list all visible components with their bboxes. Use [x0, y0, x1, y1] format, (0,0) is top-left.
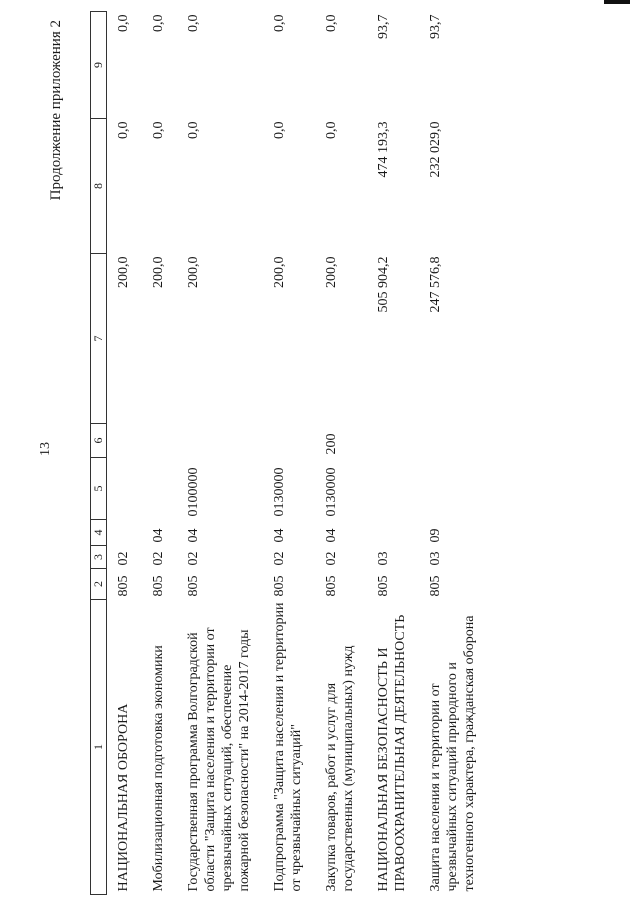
row-name: Мобилизационная подготовка экономики: [151, 645, 166, 892]
column-header: 8: [91, 119, 107, 254]
expense-type-code: [263, 424, 315, 458]
execution-percent: 0,0: [272, 14, 287, 32]
actual-amount: 0,0: [186, 121, 201, 139]
column-number-row: [91, 12, 107, 895]
expense-type-code: 200: [324, 433, 339, 455]
table-row: [263, 12, 315, 895]
table-row: [177, 12, 263, 895]
subsection-code: 09: [428, 528, 443, 543]
section-code: 02: [116, 551, 131, 566]
column-header: 5: [91, 458, 107, 520]
target-article-code: [367, 458, 419, 520]
row-name: НАЦИОНАЛЬНАЯ БЕЗОПАСНОСТЬ И ПРАВООХРАНИТЕЛЬНАЯ ДЕЯТЕЛЬНОСТЬ: [376, 614, 408, 892]
column-header: 9: [91, 12, 107, 119]
execution-percent: 0,0: [324, 14, 339, 32]
expense-type-code: [142, 424, 177, 458]
section-code: 02: [186, 551, 201, 566]
ministry-code: 805: [186, 575, 201, 597]
expense-type-code: [177, 424, 263, 458]
target-article-code: [419, 458, 488, 520]
subsection-code: 04: [151, 528, 166, 543]
actual-amount: 0,0: [116, 121, 131, 139]
section-code: 02: [272, 551, 287, 566]
actual-amount: 0,0: [272, 121, 287, 139]
actual-amount: 0,0: [324, 121, 339, 139]
table-row: [142, 12, 177, 895]
planned-amount: 200,0: [151, 256, 166, 288]
row-name: Защита населения и территории от чрезвычайных ситуаций природного и техногенного характера, гражданская оборона: [428, 615, 477, 892]
column-header: 4: [91, 520, 107, 546]
subsection-code: 04: [272, 528, 287, 543]
row-name: Подпрограмма "Защита населения и территории от чрезвычайных ситуаций": [272, 602, 304, 892]
execution-percent: 93,7: [428, 14, 443, 39]
execution-percent: 0,0: [186, 14, 201, 32]
table-row: [107, 12, 143, 895]
subsection-code: 04: [324, 528, 339, 543]
actual-amount: 232 029,0: [428, 121, 443, 178]
column-header: 3: [91, 546, 107, 569]
row-name: Государственная программа Волгоградской области "Защита населения и территории от чрезвычайных ситуаций, обеспечение пожарной безопасности" на 2014-2017 годы: [186, 627, 252, 892]
planned-amount: 200,0: [272, 256, 287, 288]
column-header: 1: [91, 600, 107, 895]
planned-amount: 200,0: [186, 256, 201, 288]
ministry-code: 805: [151, 575, 166, 597]
planned-amount: 200,0: [324, 256, 339, 288]
section-code: 03: [428, 551, 443, 566]
row-name: Закупка товаров, работ и услуг для государственных (муниципальных) нужд: [324, 645, 356, 892]
execution-percent: 0,0: [116, 14, 131, 32]
column-header: 2: [91, 569, 107, 600]
table-row: [419, 12, 488, 895]
target-article-code: 0130000: [272, 467, 287, 517]
planned-amount: 247 576,8: [428, 256, 443, 313]
subsection-code: [367, 520, 419, 546]
actual-amount: 0,0: [151, 121, 166, 139]
column-header: 7: [91, 254, 107, 424]
section-code: 03: [376, 551, 391, 566]
execution-percent: 93,7: [376, 14, 391, 39]
target-article-code: [107, 458, 143, 520]
execution-percent: 0,0: [151, 14, 166, 32]
planned-amount: 505 904,2: [376, 256, 391, 313]
table-row: [367, 12, 419, 895]
continuation-caption: Продолжение приложения 2: [48, 20, 64, 201]
ministry-code: 805: [324, 575, 339, 597]
table-row: [315, 12, 367, 895]
page-number: 13: [38, 442, 53, 456]
expense-type-code: [107, 424, 143, 458]
actual-amount: 474 193,3: [376, 121, 391, 178]
target-article-code: 0130000: [324, 467, 339, 517]
section-code: 02: [324, 551, 339, 566]
planned-amount: 200,0: [116, 256, 131, 288]
ministry-code: 805: [376, 575, 391, 597]
column-header: 6: [91, 424, 107, 458]
row-name: НАЦИОНАЛЬНАЯ ОБОРОНА: [116, 703, 131, 892]
target-article-code: [142, 458, 177, 520]
budget-table: [90, 11, 488, 895]
ministry-code: 805: [428, 575, 443, 597]
subsection-code: [107, 520, 143, 546]
subsection-code: 04: [186, 528, 201, 543]
expense-type-code: [419, 424, 488, 458]
target-article-code: 0100000: [186, 467, 201, 517]
ministry-code: 805: [116, 575, 131, 597]
ministry-code: 805: [272, 575, 287, 597]
section-code: 02: [151, 551, 166, 566]
expense-type-code: [367, 424, 419, 458]
